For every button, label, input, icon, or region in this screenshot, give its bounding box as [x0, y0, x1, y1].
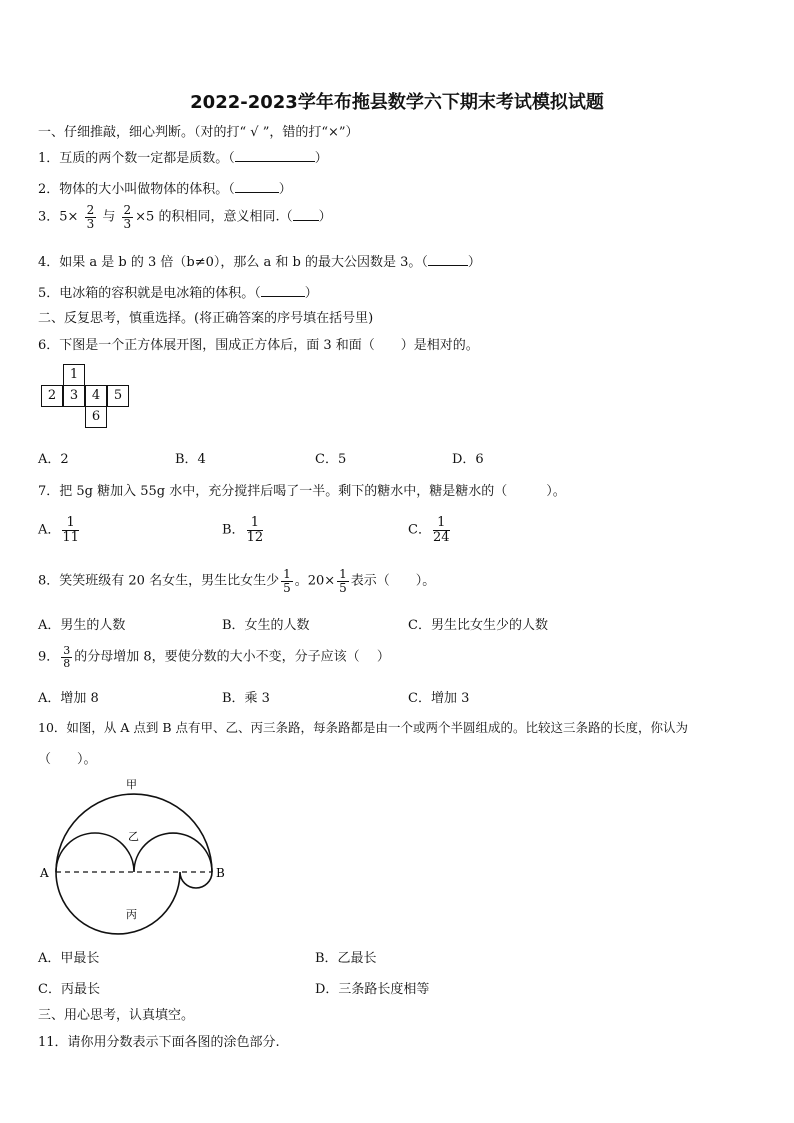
label-point-b: B	[216, 866, 225, 880]
q7-option-a[interactable]	[38, 516, 81, 544]
q7-a-label: A．	[38, 522, 61, 538]
question-10-line2: （ ）。	[38, 752, 97, 767]
q1-text: 1．互质的两个数一定都是质数。（	[38, 151, 235, 166]
q9-option-b[interactable]: B．乘 3	[222, 691, 270, 706]
question-5	[38, 282, 318, 301]
q8-num1: 1	[283, 567, 291, 581]
q7-b-num: 1	[247, 516, 264, 531]
q5-end: ）	[304, 286, 318, 301]
q7-b-label: B．	[222, 522, 245, 538]
q9-fraction	[61, 645, 72, 669]
q8-part-b: 。20×	[294, 573, 336, 589]
section3-heading: 三、用心思考，认真填空。	[38, 1008, 195, 1023]
q4-end: ）	[467, 255, 481, 270]
q6-option-a[interactable]: A．2	[38, 452, 69, 467]
q5-text: 5．电冰箱的容积就是电冰箱的体积。（	[38, 286, 261, 301]
q6-option-b[interactable]: B．4	[175, 452, 206, 467]
q7-b-fraction	[247, 516, 264, 544]
q3-blank[interactable]	[293, 209, 319, 221]
net-cell-5: 5	[107, 385, 129, 407]
page-title: 2022-2023学年布拖县数学六下期末考试模拟试题	[190, 92, 604, 113]
q8-num2: 1	[339, 567, 347, 581]
q8-fraction-2	[337, 568, 349, 594]
q10-option-a[interactable]: A．甲最长	[38, 951, 100, 966]
q3-part-a: 3．5×	[38, 209, 79, 225]
q7-a-fraction	[62, 516, 79, 544]
q1-end: ）	[314, 151, 328, 166]
net-cell-2: 2	[41, 385, 63, 407]
net-cell-3: 3	[63, 385, 85, 407]
q9-den: 8	[63, 656, 71, 670]
q3-num2: 2	[123, 203, 132, 217]
q3-den2: 3	[123, 216, 132, 231]
label-point-a: A	[40, 866, 49, 880]
q7-a-num: 1	[62, 516, 79, 531]
q5-blank[interactable]	[261, 285, 305, 297]
question-7: 7．把 5g 糖加入 55g 水中，充分搅拌后喝了一半。剩下的糖水中，糖是糖水的（ ）。	[38, 484, 566, 499]
q8-den1: 5	[283, 580, 291, 595]
net-cell-1: 1	[63, 364, 85, 386]
label-bing: 丙	[126, 908, 137, 921]
question-6: 6．下图是一个正方体展开图，围成正方体后，面 3 和面（ ）是相对的。	[38, 338, 479, 353]
cube-net-figure	[41, 364, 133, 430]
q3-part-c: ×5 的积相同，意义相同.（	[135, 209, 293, 225]
label-jia: 甲	[126, 778, 137, 791]
q8-part-c: 表示（ ）。	[350, 573, 436, 589]
q3-end: ）	[318, 209, 332, 225]
q4-blank[interactable]	[428, 254, 468, 266]
q3-part-b: 与	[102, 209, 116, 225]
section1-heading: 一、仔细推敲，细心判断。（对的打“ √ ”，错的打“×”）	[38, 125, 359, 140]
q7-c-label: C．	[408, 522, 431, 538]
question-9	[38, 645, 390, 669]
q2-end: ）	[278, 182, 292, 197]
q9-option-a[interactable]: A．增加 8	[38, 691, 99, 706]
question-11: 11．请你用分数表示下面各图的涂色部分.	[38, 1035, 280, 1050]
question-4	[38, 251, 481, 270]
q6-option-d[interactable]: D．6	[452, 452, 484, 467]
q7-a-den: 11	[62, 529, 79, 545]
question-10-line1: 10．如图，从 A 点到 B 点有甲、乙、丙三条路，每条路都是由一个或两个半圆组成的。比较这三条路的长度，你认为	[38, 720, 689, 735]
q8-fraction-1	[281, 568, 293, 594]
q9-num: 3	[63, 644, 71, 657]
q1-blank[interactable]	[235, 150, 315, 162]
q3-fraction-1	[85, 204, 97, 230]
q3-den1: 3	[86, 216, 95, 231]
q9-option-c[interactable]: C．增加 3	[408, 691, 470, 706]
net-cell-6: 6	[85, 406, 107, 428]
q7-c-num: 1	[433, 516, 450, 531]
q6-option-c[interactable]: C．5	[315, 452, 347, 467]
q4-text: 4．如果 a 是 b 的 3 倍（b≠0），那么 a 和 b 的最大公因数是 3。（	[38, 255, 428, 270]
three-paths-figure	[30, 768, 240, 938]
q9-part-b: 的分母增加 8，要使分数的大小不变，分子应该（ ）	[74, 649, 390, 665]
q10-option-b[interactable]: B．乙最长	[315, 951, 377, 966]
q9-part-a: 9．	[38, 649, 60, 665]
q7-c-fraction	[433, 516, 450, 544]
q7-option-b[interactable]	[222, 516, 265, 544]
q3-fraction-2	[122, 204, 134, 230]
q7-b-den: 12	[246, 529, 264, 545]
q8-option-c[interactable]: C．男生比女生少的人数	[408, 618, 548, 633]
q2-blank[interactable]	[235, 181, 279, 193]
q2-text: 2．物体的大小叫做物体的体积。（	[38, 182, 235, 197]
q8-option-b[interactable]: B．女生的人数	[222, 618, 310, 633]
label-yi: 乙	[128, 830, 139, 843]
q7-option-c[interactable]	[408, 516, 452, 544]
q8-option-a[interactable]: A．男生的人数	[38, 618, 126, 633]
q3-num1: 2	[86, 203, 95, 217]
question-1	[38, 147, 328, 166]
q10-option-c[interactable]: C．丙最长	[38, 982, 100, 997]
q7-c-den: 24	[432, 529, 450, 545]
path-bing-arcs	[56, 872, 212, 934]
section2-heading: 二、反复思考，慎重选择。(将正确答案的序号填在括号里)	[38, 311, 374, 326]
q8-part-a: 8．笑笑班级有 20 名女生，男生比女生少	[38, 573, 280, 589]
q10-option-d[interactable]: D．三条路长度相等	[315, 982, 430, 997]
question-2	[38, 178, 292, 197]
question-8	[38, 568, 435, 594]
question-3	[38, 204, 332, 230]
q8-den2: 5	[339, 580, 347, 595]
net-cell-4: 4	[85, 385, 107, 407]
